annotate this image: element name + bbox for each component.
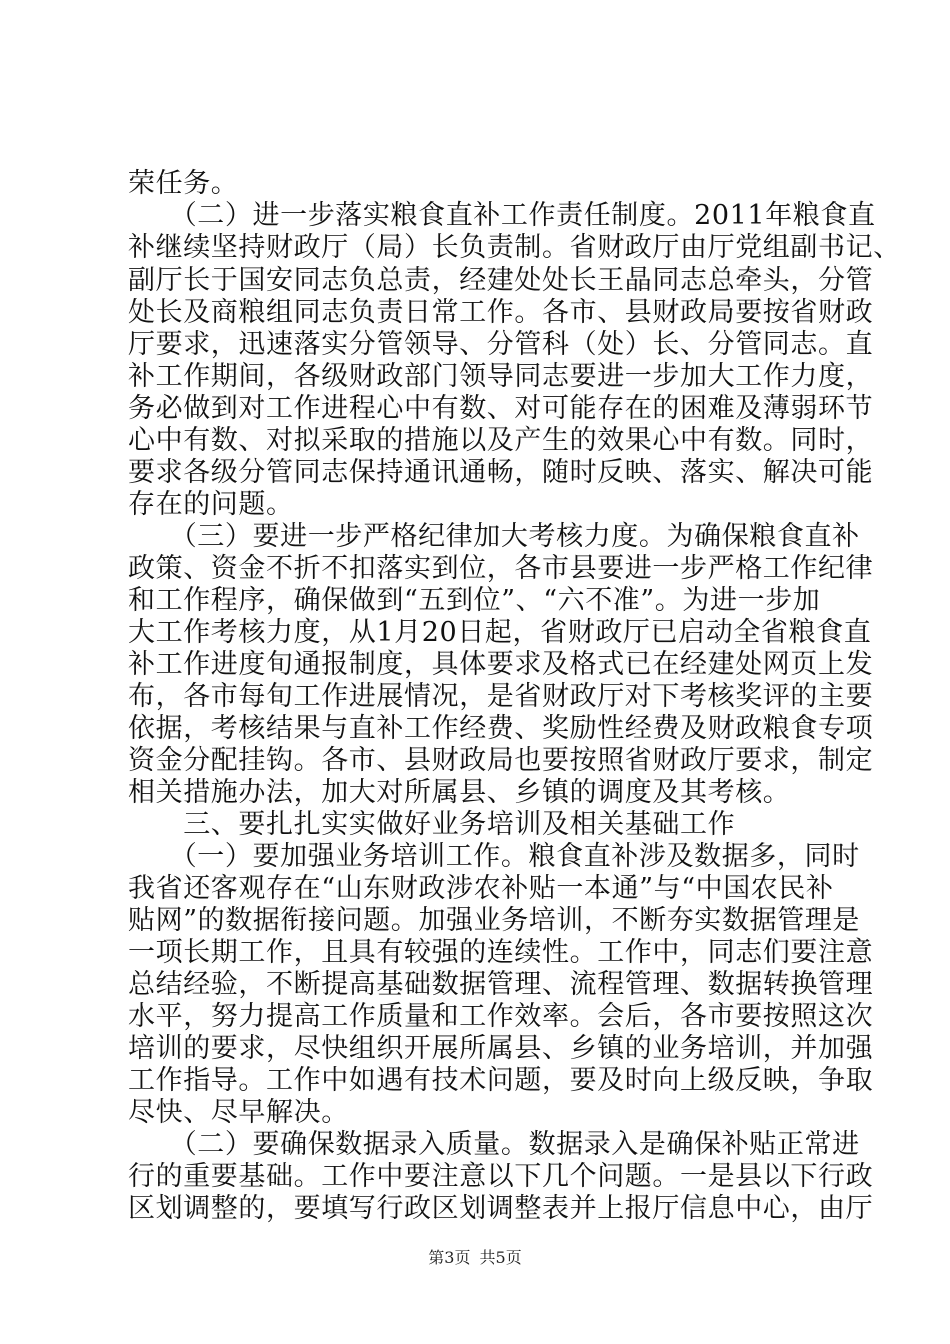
text-line: （三）要进一步严格纪律加大考核力度。为确保粮食直补 <box>128 521 860 552</box>
section-heading: 三、要扎扎实实做好业务培训及相关基础工作 <box>128 809 736 840</box>
text-line: 一项长期工作，且具有较强的连续性。工作中，同志们要注意 <box>128 937 874 968</box>
text-line: 总结经验，不断提高基础数据管理、流程管理、数据转换管理 <box>128 969 874 1000</box>
page-number: 第3页 <box>428 1248 471 1267</box>
text-line: 依据，考核结果与直补工作经费、奖励性经费及财政粮食专项 <box>128 713 874 744</box>
text-line: （二）要确保数据录入质量。数据录入是确保补贴正常进 <box>128 1129 860 1160</box>
text-line: 补工作期间，各级财政部门领导同志要进一步加大工作力度， <box>128 361 874 392</box>
text-line: 区划调整的，要填写行政区划调整表并上报厅信息中心，由厅 <box>128 1193 874 1224</box>
page-footer <box>0 1248 950 1268</box>
text-line: 补继续坚持财政厅（局）长负责制。省财政厅由厅党组副书记、 <box>128 232 901 263</box>
text-line: 工作指导。工作中如遇有技术问题，要及时向上级反映，争取 <box>128 1065 874 1096</box>
text-line: （二）进一步落实粮食直补工作责任制度。2011年粮食直 <box>128 200 876 231</box>
text-line: （一）要加强业务培训工作。粮食直补涉及数据多，同时 <box>128 841 860 872</box>
text-line: 大工作考核力度，从1月20日起，省财政厅已启动全省粮食直 <box>128 617 872 648</box>
text-line: 荣任务。 <box>128 168 239 199</box>
text-line: 务必做到对工作进程心中有数、对可能存在的困难及薄弱环节 <box>128 393 874 424</box>
text-line: 相关措施办法，加大对所属县、乡镇的调度及其考核。 <box>128 777 791 808</box>
text-line: 政策、资金不折不扣落实到位，各市县要进一步严格工作纪律 <box>128 553 874 584</box>
text-line: 培训的要求，尽快组织开展所属县、乡镇的业务培训，并加强 <box>128 1033 874 1064</box>
text-line: 厅要求，迅速落实分管领导、分管科（处）长、分管同志。直 <box>128 329 874 360</box>
text-line: 要求各级分管同志保持通讯通畅，随时反映、落实、解决可能 <box>128 457 874 488</box>
text-line: 贴网”的数据衔接问题。加强业务培训，不断夯实数据管理是 <box>128 905 861 936</box>
text-line: 心中有数、对拟采取的措施以及产生的效果心中有数。同时， <box>128 425 874 456</box>
text-line: 资金分配挂钩。各市、县财政局也要按照省财政厅要求，制定 <box>128 745 874 776</box>
text-line: 副厅长于国安同志负总责，经建处处长王晶同志总牵头，分管 <box>128 265 874 296</box>
text-line: 存在的问题。 <box>128 489 294 520</box>
text-line: 补工作进度旬通报制度，具体要求及格式已在经建处网页上发 <box>128 649 874 680</box>
text-line: 行的重要基础。工作中要注意以下几个问题。一是县以下行政 <box>128 1161 874 1192</box>
text-line: 尽快、尽早解决。 <box>128 1097 349 1128</box>
text-line: 布，各市每旬工作进展情况，是省财政厅对下考核奖评的主要 <box>128 681 874 712</box>
page-total: 共5页 <box>479 1248 522 1267</box>
text-line: 和工作程序，确保做到“五到位”、“六不准”。为进一步加 <box>128 585 821 616</box>
text-line: 处长及商粮组同志负责日常工作。各市、县财政局要按省财政 <box>128 297 874 328</box>
text-line: 我省还客观存在“山东财政涉农补贴一本通”与“中国农民补 <box>128 873 834 904</box>
text-line: 水平，努力提高工作质量和工作效率。会后，各市要按照这次 <box>128 1001 874 1032</box>
